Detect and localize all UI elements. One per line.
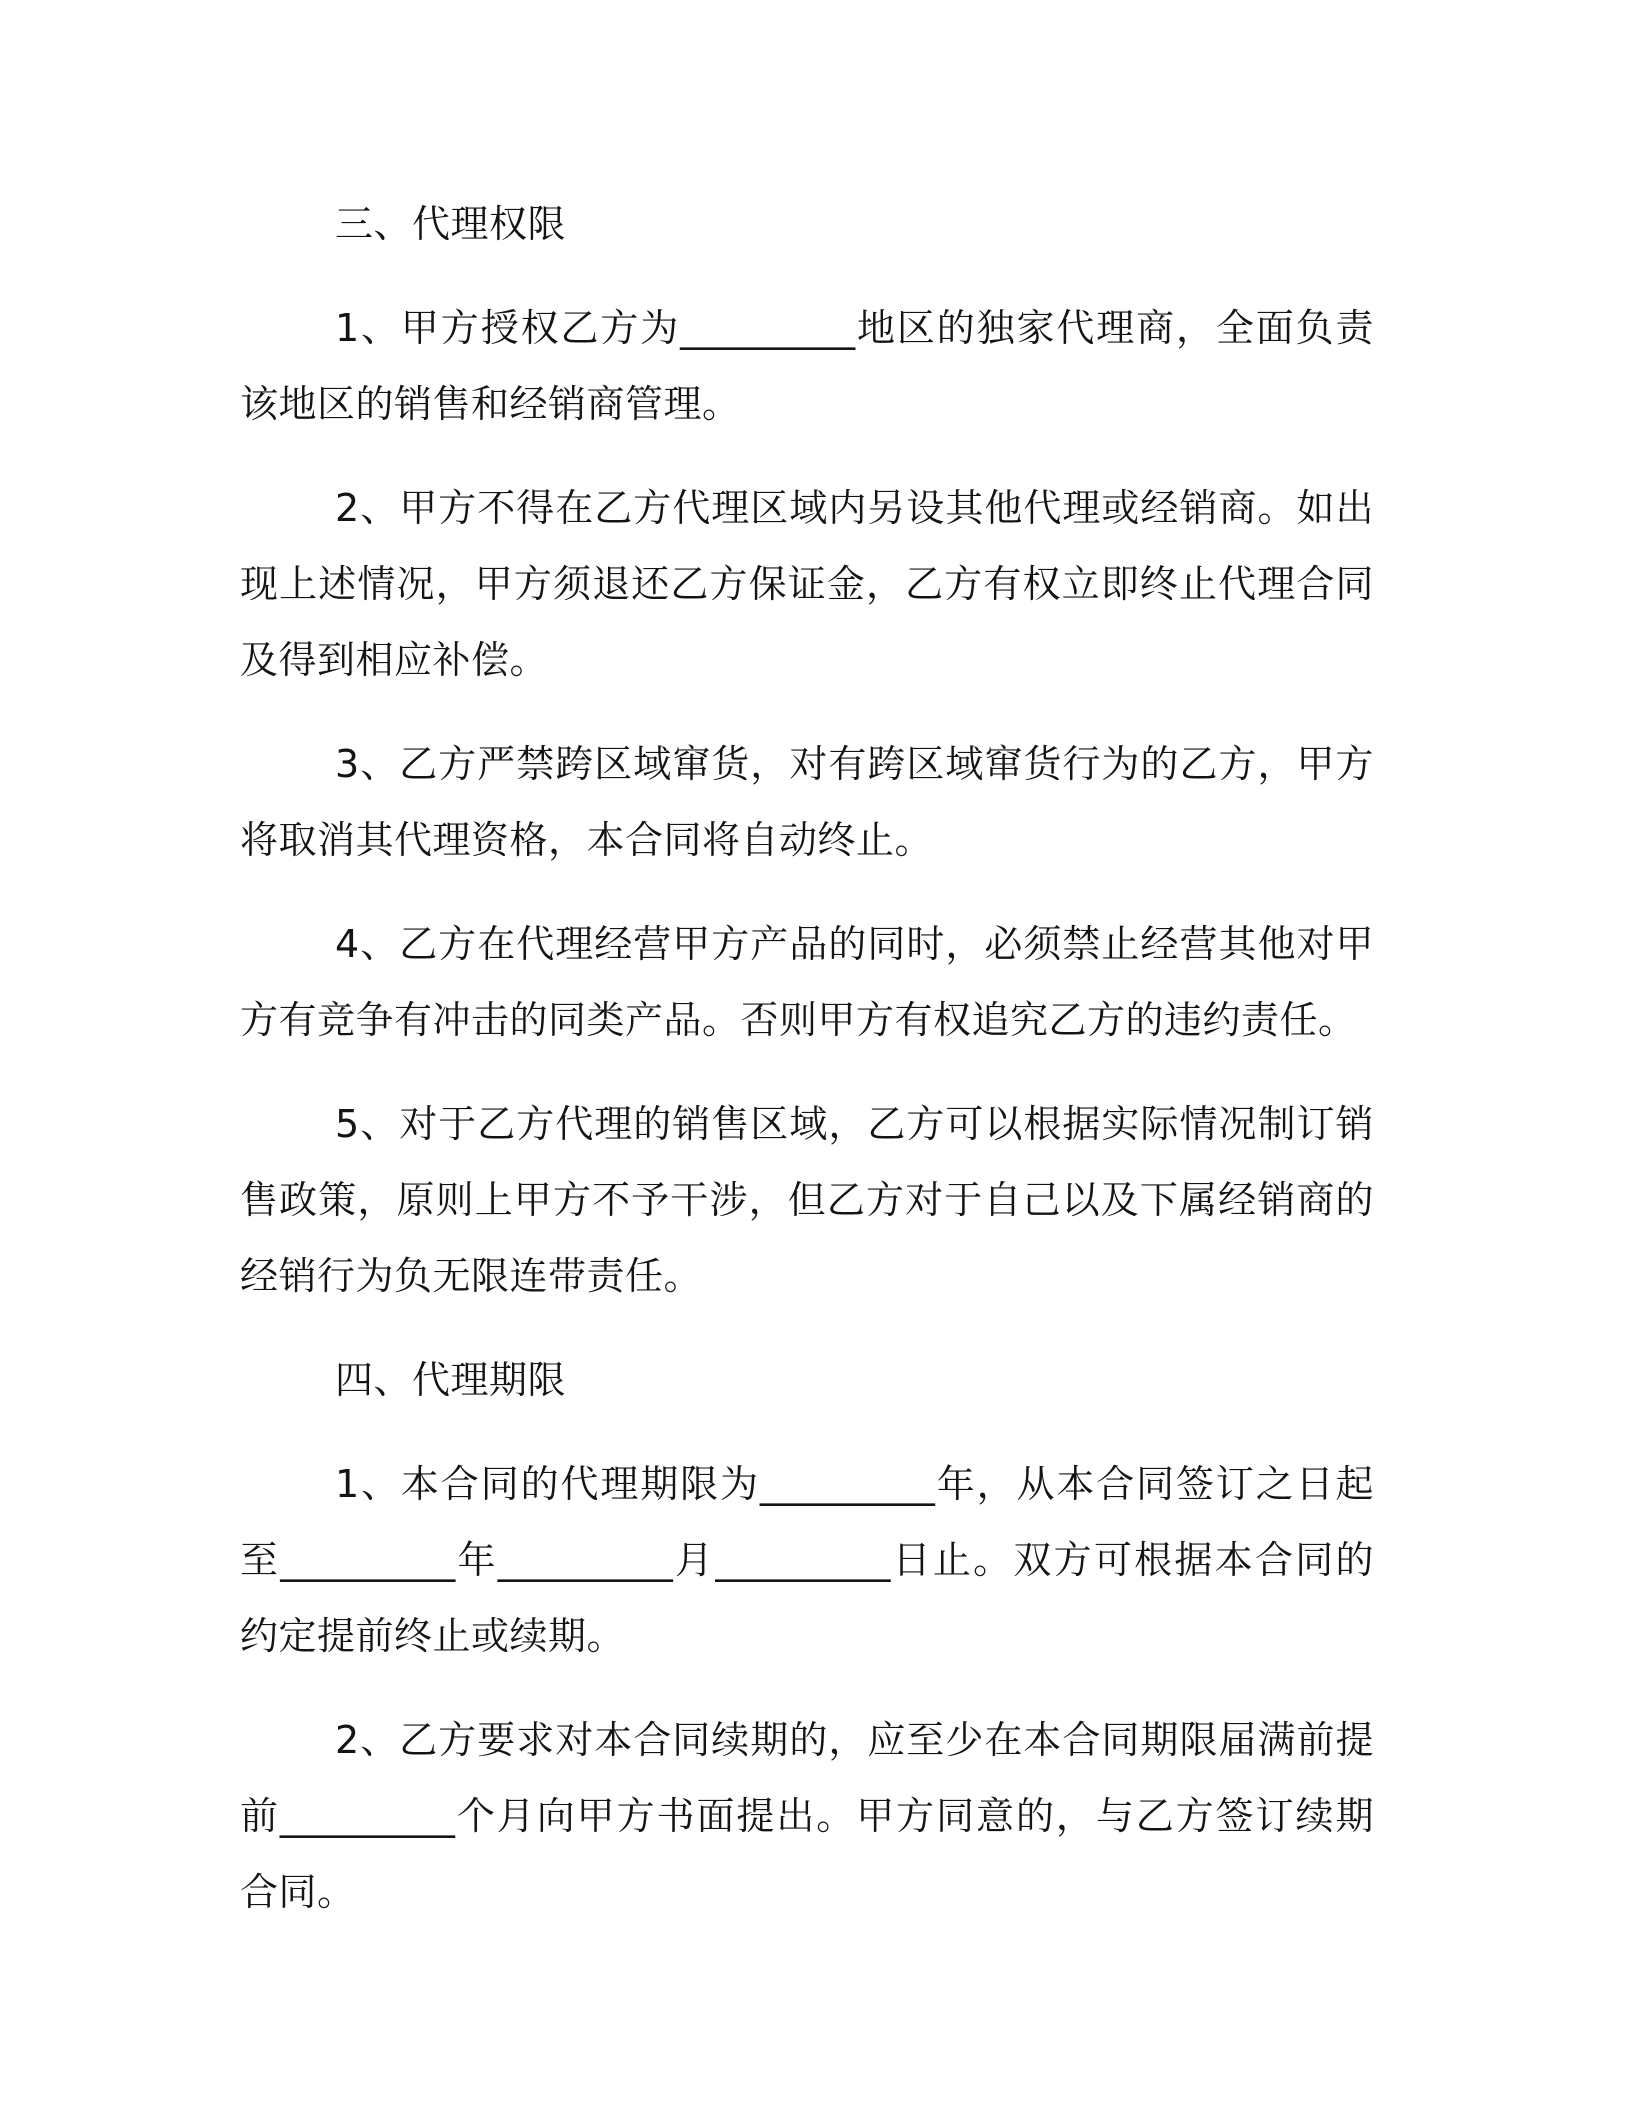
document-body (240, 186, 1374, 1958)
authority-clause-2: 2、甲方不得在乙方代理区域内另设其他代理或经销商。如出现上述情况，甲方须退还乙方保证金，乙方有权立即终止代理合同及得到相应补偿。 (240, 486, 1374, 682)
term-clause-2: 2、乙方要求对本合同续期的，应至少在本合同期限届满前提前_________个月向甲方书面提出。甲方同意的，与乙方签订续期合同。 (240, 1718, 1374, 1914)
authority-clause-4: 4、乙方在代理经营甲方产品的同时，必须禁止经营其他对甲方有竞争有冲击的同类产品。否则甲方有权追究乙方的违约责任。 (240, 922, 1374, 1042)
authority-clause-3: 3、乙方严禁跨区域窜货，对有跨区域窜货行为的乙方，甲方将取消其代理资格，本合同将自动终止。 (240, 742, 1374, 862)
term-clause-1: 1、本合同的代理期限为_________年，从本合同签订之日起至_________年_________月_________日止。双方可根据本合同的约定提前终止或续期。 (240, 1462, 1374, 1658)
authority-clause-1: 1、甲方授权乙方为_________地区的独家代理商，全面负责该地区的销售和经销商管理。 (240, 306, 1374, 426)
section-heading-term: 四、代理期限 (335, 1358, 567, 1402)
section-heading-authority: 三、代理权限 (335, 202, 567, 246)
authority-clause-5: 5、对于乙方代理的销售区域，乙方可以根据实际情况制订销售政策，原则上甲方不予干涉，但乙方对于自己以及下属经销商的经销行为负无限连带责任。 (240, 1102, 1374, 1298)
